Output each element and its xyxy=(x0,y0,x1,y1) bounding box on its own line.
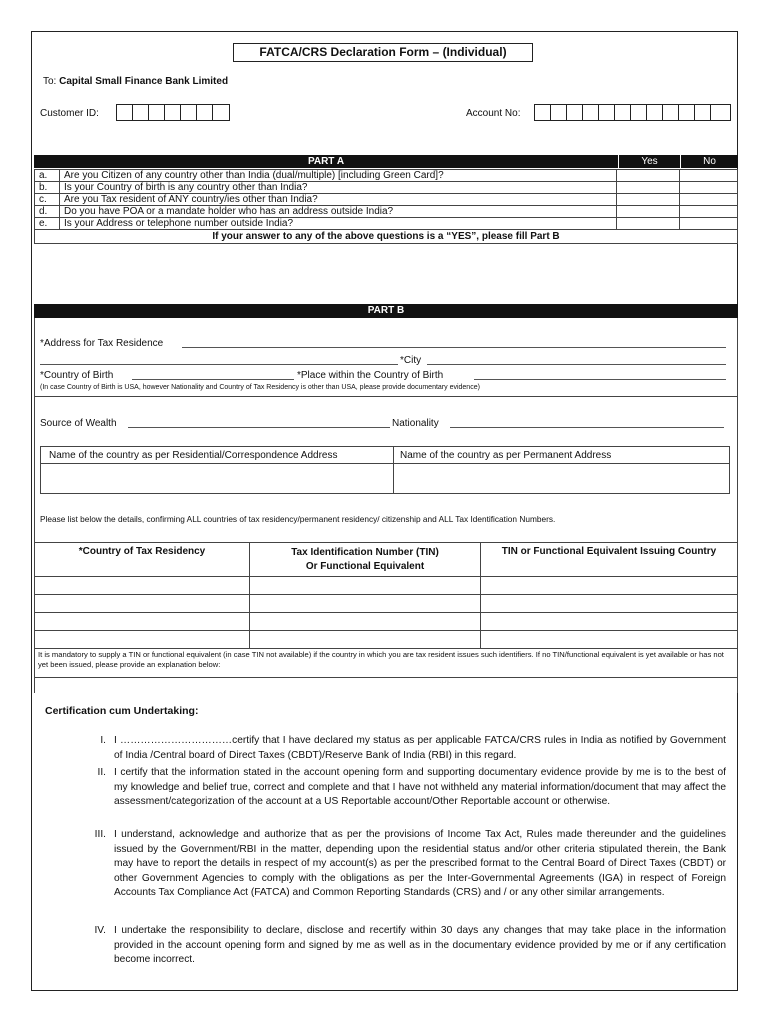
tin-cell[interactable] xyxy=(250,631,481,649)
table-row xyxy=(35,218,738,230)
country-address-table xyxy=(40,446,730,494)
table-row xyxy=(35,170,738,182)
question-text: Are you Tax resident of ANY country/ies other than India? xyxy=(60,194,617,206)
form-title: FATCA/CRS Declaration Form – (Individual) xyxy=(233,43,533,62)
question-text: Do you have POA or a mandate holder who has an address outside India? xyxy=(60,206,617,218)
tin-cell[interactable] xyxy=(35,613,250,631)
no-checkbox[interactable] xyxy=(680,194,738,206)
country-of-birth-label: *Country of Birth xyxy=(40,370,114,381)
cert-number: III. xyxy=(94,829,106,840)
bank-name: Capital Small Finance Bank Limited xyxy=(59,76,229,87)
residential-country-field[interactable] xyxy=(41,464,394,494)
customer-id-field[interactable] xyxy=(116,104,230,121)
country-tax-residency-header: *Country of Tax Residency xyxy=(35,543,250,577)
tin-cell[interactable] xyxy=(481,613,738,631)
yes-checkbox[interactable] xyxy=(617,206,680,218)
question-letter: c. xyxy=(35,194,60,206)
nationality-field[interactable] xyxy=(450,427,724,428)
source-of-wealth-field[interactable] xyxy=(128,427,390,428)
addressee xyxy=(43,76,228,87)
tin-cell[interactable] xyxy=(481,577,738,595)
account-no-label: Account No: xyxy=(466,108,521,119)
table-header-row xyxy=(35,543,738,577)
source-of-wealth-label: Source of Wealth xyxy=(40,418,117,429)
cert-number: I. xyxy=(100,735,106,746)
table-row xyxy=(35,182,738,194)
account-no-field[interactable] xyxy=(534,104,731,121)
part-b-title: PART B xyxy=(34,304,738,318)
tin-cell[interactable] xyxy=(481,631,738,649)
cert-number: II. xyxy=(97,767,106,778)
table-row xyxy=(35,613,738,631)
table-row xyxy=(35,230,738,244)
table-row xyxy=(35,649,738,678)
cert-text: I ……………………………certify that I have declared my status as per applicable FATCA/CRS rules in India as notified by Government of India /Central board of Direct Taxes (CBDT)/Reserve Bank of India (RBI) in this regard. xyxy=(114,735,726,761)
place-of-birth-field[interactable] xyxy=(474,379,726,380)
city-field[interactable] xyxy=(427,364,726,365)
question-text: Is your Country of birth is any country other than India? xyxy=(60,182,617,194)
part-a-table xyxy=(34,169,738,244)
table-row xyxy=(35,595,738,613)
residential-country-header: Name of the country as per Residential/Correspondence Address xyxy=(41,447,394,464)
city-label: *City xyxy=(400,355,422,366)
nationality-label: Nationality xyxy=(392,418,439,429)
tin-cell[interactable] xyxy=(35,631,250,649)
tin-cell[interactable] xyxy=(481,595,738,613)
no-checkbox[interactable] xyxy=(680,182,738,194)
divider xyxy=(34,396,738,397)
no-checkbox[interactable] xyxy=(680,170,738,182)
address-field-line2[interactable] xyxy=(40,364,398,365)
no-checkbox[interactable] xyxy=(680,206,738,218)
permanent-country-header: Name of the country as per Permanent Address xyxy=(394,447,730,464)
tin-cell[interactable] xyxy=(35,595,250,613)
cert-text: I certify that the information stated in the account opening form and supporting documentary evidence provide by me is to the best of my knowledge and belief true, correct and complete and that I have not withheld any material information/document that may affect the assessment/categorization of the account at a US Reportable account/Other Reportable account or otherwise. xyxy=(114,767,726,808)
question-text: Are you Citizen of any country other than India (dual/multiple) [including Green Card]? xyxy=(60,170,617,182)
tin-header-line1: Tax Identification Number (TIN) xyxy=(291,547,439,558)
table-row xyxy=(35,194,738,206)
issuing-country-header: TIN or Functional Equivalent Issuing Country xyxy=(481,543,738,577)
mandatory-note: It is mandatory to supply a TIN or functional equivalent (in case TIN not available) if the country in which you are tax resident issues such identifiers. If no TIN/functional equivalent is yet available or has not yet been issued, please provide an explanation below: xyxy=(35,649,738,678)
question-letter: b. xyxy=(35,182,60,194)
to-label: To: xyxy=(43,76,57,87)
tin-cell[interactable] xyxy=(250,613,481,631)
yes-checkbox[interactable] xyxy=(617,170,680,182)
yes-checkbox[interactable] xyxy=(617,182,680,194)
question-letter: a. xyxy=(35,170,60,182)
yes-checkbox[interactable] xyxy=(617,218,680,230)
certification-title: Certification cum Undertaking: xyxy=(45,705,199,717)
place-of-birth-label: *Place within the Country of Birth xyxy=(297,370,444,381)
address-label: *Address for Tax Residence xyxy=(40,338,164,349)
question-letter: e. xyxy=(35,218,60,230)
permanent-country-field[interactable] xyxy=(394,464,730,494)
tin-cell[interactable] xyxy=(35,577,250,595)
cert-text: I undertake the responsibility to declare, disclose and recertify within 30 days any changes that may take place in the information provided in the account opening form and signed by me as well as in the documentary evidence provided by me or if any certification become incorrect. xyxy=(114,925,726,966)
address-field[interactable] xyxy=(182,347,726,348)
yes-header: Yes xyxy=(618,155,680,168)
cert-number: IV. xyxy=(94,925,106,936)
table-row xyxy=(35,577,738,595)
tin-header-line2: Or Functional Equivalent xyxy=(305,561,425,572)
no-checkbox[interactable] xyxy=(680,218,738,230)
country-of-birth-field[interactable] xyxy=(132,379,294,380)
table-row xyxy=(35,631,738,649)
question-letter: d. xyxy=(35,206,60,218)
tin-header xyxy=(250,543,481,577)
tin-cell[interactable] xyxy=(250,577,481,595)
table-row xyxy=(35,206,738,218)
usa-note: (In case Country of Birth is USA, however Nationality and Country of Tax Residency is other than USA, please provide documentary evidence) xyxy=(40,384,480,391)
yes-checkbox[interactable] xyxy=(617,194,680,206)
part-a-title: PART A xyxy=(34,155,618,168)
question-text: Is your Address or telephone number outside India? xyxy=(60,218,617,230)
list-instruction: Please list below the details, confirming ALL countries of tax residency/permanent residency/ citizenship and ALL Tax Identification Numbers. xyxy=(40,514,556,524)
cert-text: I understand, acknowledge and authorize that as per the provisions of Income Tax Act, Rules made thereunder and the guidelines issued by the Government/RBI in the matter, depending upon the residential status and/or other criteria stipulated therein, the Bank may have to report the details in respect of my account(s) as per the prescribed format to the Central Board of Direct Taxes (CBDT) or other Government Agencies to comply with the obligations as per the Inter-Governmental Agreements (IGA) in respect of Foreign Accounts Tax Compliance Act (FATCA) and Common Reporting Standards (CRS) and / or any other similar arrangements. xyxy=(114,829,726,899)
tin-cell[interactable] xyxy=(250,595,481,613)
part-a-note: If your answer to any of the above questions is a “YES”, please fill Part B xyxy=(35,230,738,244)
tin-table xyxy=(34,542,738,678)
no-header: No xyxy=(680,155,738,168)
customer-id-label: Customer ID: xyxy=(40,108,99,119)
